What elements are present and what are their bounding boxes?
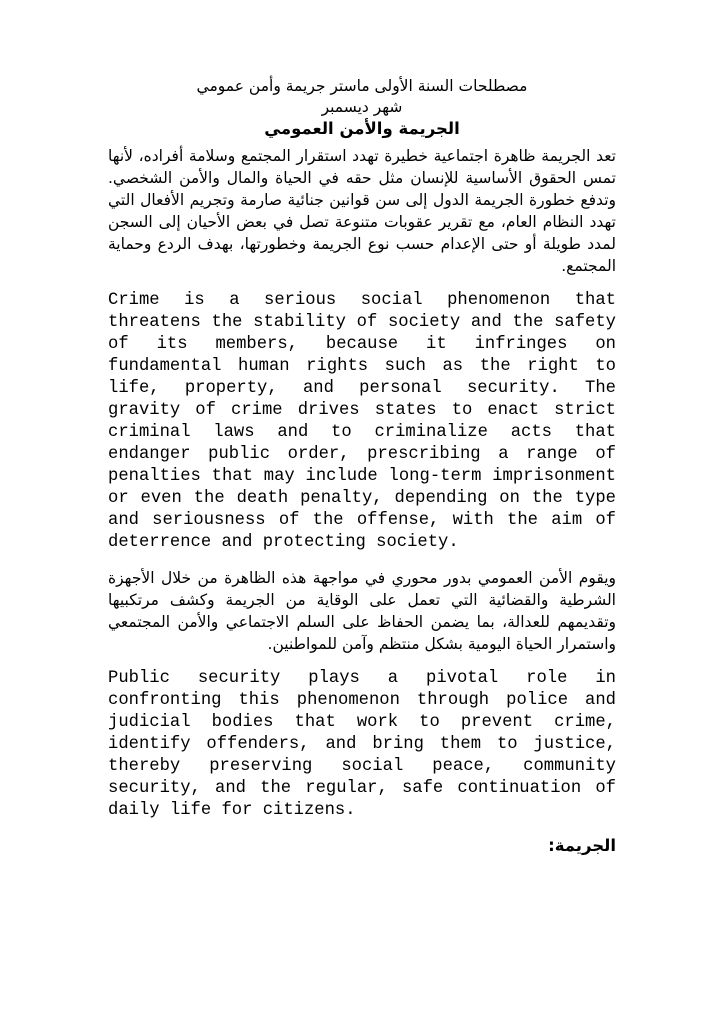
term-heading-crime: الجريمة:: [548, 836, 616, 855]
document-header: [108, 76, 616, 140]
english-paragraph-crime-definition: Crime is a serious social phenomenon that threatens the stability of society and the safety of its members, because it infringes on fundamental human rights such as the right to life, property, and personal security. The gravity of crime drives states to enact strict criminal laws and to criminalize acts that endanger public order, prescribing a range of penalties that may include long-term imprisonment or even the death penalty, depending on the type and seriousness of the offense, with the aim of deterrence and protecting society.: [108, 291, 616, 552]
section-heading: الجريمة والأمن العمومي: [264, 119, 460, 138]
english-paragraph-public-security: Public security plays a pivotal role in confronting this phenomenon through police and judicial bodies that work to prevent crime, identify offenders, and bring them to justice, thereby preserving social peace, community security, and the regular, safe continuation of daily life for citizens.: [108, 669, 616, 820]
arabic-paragraph-crime-definition: تعد الجريمة ظاهرة اجتماعية خطيرة تهدد استقرار المجتمع وسلامة أفراده، لأنها تمس الحقوق الأساسية للإنسان مثل حقه في الحياة والمال والأمن الشخصي. وتدفع خطورة الجريمة الدول إلى سن قوانين جنائية صارمة وتجريم الأفعال التي تهدد النظام العام، مع تقرير عقوبات متنوعة تصل في بعض الأحيان إلى السجن لمدد طويلة أو حتى الإعدام حسب نوع الجريمة وخطورتها، بهدف الردع وحماية المجتمع.: [108, 147, 616, 275]
document-title: مصطلحات السنة الأولى ماستر جريمة وأمن عمومي: [196, 77, 528, 95]
arabic-paragraph-public-security: ويقوم الأمن العمومي بدور محوري في مواجهة هذه الظاهرة من خلال الأجهزة الشرطية والقضائية التي تعمل على الوقاية من الجريمة وكشف مرتكبيها وتقديمهم للعدالة، بما يضمن الحفاظ على السلم الاجتماعي والأمن المجتمعي واستمرار الحياة اليومية بشكل منتظم وآمن للمواطنين.: [108, 569, 616, 653]
document-month-line: شهر ديسمبر: [321, 98, 403, 116]
